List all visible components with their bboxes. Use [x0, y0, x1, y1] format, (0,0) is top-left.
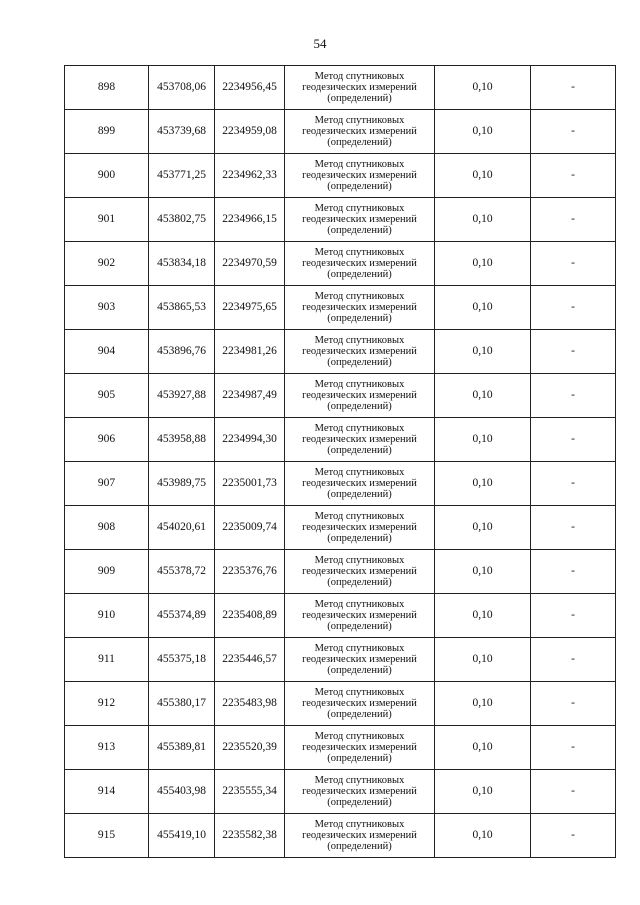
x-coordinate-cell: 453896,76 [149, 330, 215, 374]
method-line: (определений) [327, 401, 392, 412]
x-coordinate-cell: 453708,06 [149, 66, 215, 110]
method-line: геодезических измерений [302, 610, 417, 621]
x-coordinate-cell: 455375,18 [149, 638, 215, 682]
point-number-cell: 911 [65, 638, 149, 682]
table-row [65, 594, 616, 638]
method-line: (определений) [327, 753, 392, 764]
y-coordinate-cell: 2234981,26 [215, 330, 285, 374]
method-cell [285, 110, 435, 154]
method-line: (определений) [327, 137, 392, 148]
method-cell [285, 286, 435, 330]
note-cell: - [531, 154, 616, 198]
accuracy-cell: 0,10 [435, 462, 531, 506]
accuracy-cell: 0,10 [435, 154, 531, 198]
y-coordinate-cell: 2235009,74 [215, 506, 285, 550]
coordinates-table [64, 65, 616, 858]
table-row [65, 198, 616, 242]
method-line: геодезических измерений [302, 478, 417, 489]
method-line: Метод спутниковых [314, 115, 405, 126]
y-coordinate-cell: 2235408,89 [215, 594, 285, 638]
point-number-cell: 910 [65, 594, 149, 638]
table-row [65, 550, 616, 594]
method-line: Метод спутниковых [314, 819, 405, 830]
method-line: Метод спутниковых [314, 467, 405, 478]
method-line: геодезических измерений [302, 214, 417, 225]
x-coordinate-cell: 453771,25 [149, 154, 215, 198]
accuracy-cell: 0,10 [435, 66, 531, 110]
note-cell: - [531, 814, 616, 858]
method-line: Метод спутниковых [314, 731, 405, 742]
note-cell: - [531, 594, 616, 638]
method-line: Метод спутниковых [314, 511, 405, 522]
x-coordinate-cell: 453865,53 [149, 286, 215, 330]
method-line: (определений) [327, 709, 392, 720]
method-cell [285, 682, 435, 726]
method-cell [285, 462, 435, 506]
method-cell [285, 154, 435, 198]
x-coordinate-cell: 455403,98 [149, 770, 215, 814]
accuracy-cell: 0,10 [435, 682, 531, 726]
method-line: геодезических измерений [302, 126, 417, 137]
table-row [65, 638, 616, 682]
method-cell [285, 330, 435, 374]
accuracy-cell: 0,10 [435, 550, 531, 594]
note-cell: - [531, 374, 616, 418]
x-coordinate-cell: 455380,17 [149, 682, 215, 726]
method-line: (определений) [327, 313, 392, 324]
method-cell [285, 594, 435, 638]
table-row [65, 66, 616, 110]
accuracy-cell: 0,10 [435, 110, 531, 154]
point-number-cell: 914 [65, 770, 149, 814]
point-number-cell: 915 [65, 814, 149, 858]
x-coordinate-cell: 455389,81 [149, 726, 215, 770]
method-line: (определений) [327, 93, 392, 104]
method-line: геодезических измерений [302, 698, 417, 709]
accuracy-cell: 0,10 [435, 638, 531, 682]
method-line: (определений) [327, 269, 392, 280]
point-number-cell: 905 [65, 374, 149, 418]
x-coordinate-cell: 453802,75 [149, 198, 215, 242]
method-line: Метод спутниковых [314, 599, 405, 610]
point-number-cell: 909 [65, 550, 149, 594]
method-line: Метод спутниковых [314, 159, 405, 170]
y-coordinate-cell: 2234962,33 [215, 154, 285, 198]
table-row [65, 462, 616, 506]
point-number-cell: 903 [65, 286, 149, 330]
coordinates-table-body [65, 66, 616, 858]
y-coordinate-cell: 2234959,08 [215, 110, 285, 154]
method-line: Метод спутниковых [314, 643, 405, 654]
point-number-cell: 907 [65, 462, 149, 506]
accuracy-cell: 0,10 [435, 814, 531, 858]
point-number-cell: 906 [65, 418, 149, 462]
point-number-cell: 904 [65, 330, 149, 374]
y-coordinate-cell: 2235001,73 [215, 462, 285, 506]
method-line: геодезических измерений [302, 786, 417, 797]
method-line: Метод спутниковых [314, 71, 405, 82]
method-line: Метод спутниковых [314, 335, 405, 346]
method-cell [285, 242, 435, 286]
table-row [65, 374, 616, 418]
method-line: Метод спутниковых [314, 247, 405, 258]
table-row [65, 286, 616, 330]
point-number-cell: 902 [65, 242, 149, 286]
method-line: (определений) [327, 225, 392, 236]
note-cell: - [531, 198, 616, 242]
accuracy-cell: 0,10 [435, 594, 531, 638]
y-coordinate-cell: 2235446,57 [215, 638, 285, 682]
accuracy-cell: 0,10 [435, 726, 531, 770]
y-coordinate-cell: 2234970,59 [215, 242, 285, 286]
note-cell: - [531, 638, 616, 682]
x-coordinate-cell: 453739,68 [149, 110, 215, 154]
method-line: геодезических измерений [302, 302, 417, 313]
accuracy-cell: 0,10 [435, 418, 531, 462]
method-line: (определений) [327, 665, 392, 676]
method-line: геодезических измерений [302, 566, 417, 577]
point-number-cell: 900 [65, 154, 149, 198]
x-coordinate-cell: 453958,88 [149, 418, 215, 462]
accuracy-cell: 0,10 [435, 330, 531, 374]
y-coordinate-cell: 2234987,49 [215, 374, 285, 418]
y-coordinate-cell: 2235555,34 [215, 770, 285, 814]
method-line: геодезических измерений [302, 170, 417, 181]
point-number-cell: 913 [65, 726, 149, 770]
table-row [65, 726, 616, 770]
y-coordinate-cell: 2235582,38 [215, 814, 285, 858]
method-cell [285, 814, 435, 858]
note-cell: - [531, 242, 616, 286]
table-row [65, 418, 616, 462]
table-row [65, 814, 616, 858]
accuracy-cell: 0,10 [435, 198, 531, 242]
x-coordinate-cell: 453989,75 [149, 462, 215, 506]
x-coordinate-cell: 455419,10 [149, 814, 215, 858]
x-coordinate-cell: 454020,61 [149, 506, 215, 550]
point-number-cell: 899 [65, 110, 149, 154]
method-cell [285, 198, 435, 242]
method-line: геодезических измерений [302, 654, 417, 665]
table-row [65, 154, 616, 198]
method-line: Метод спутниковых [314, 379, 405, 390]
method-line: геодезических измерений [302, 346, 417, 357]
y-coordinate-cell: 2234966,15 [215, 198, 285, 242]
method-line: Метод спутниковых [314, 423, 405, 434]
note-cell: - [531, 726, 616, 770]
note-cell: - [531, 330, 616, 374]
method-cell [285, 550, 435, 594]
point-number-cell: 901 [65, 198, 149, 242]
method-cell [285, 770, 435, 814]
table-row [65, 682, 616, 726]
point-number-cell: 912 [65, 682, 149, 726]
x-coordinate-cell: 455374,89 [149, 594, 215, 638]
method-line: (определений) [327, 577, 392, 588]
page-number: 54 [313, 36, 327, 51]
method-line: (определений) [327, 489, 392, 500]
method-line: (определений) [327, 533, 392, 544]
method-cell [285, 506, 435, 550]
method-line: геодезических измерений [302, 434, 417, 445]
method-cell [285, 418, 435, 462]
note-cell: - [531, 462, 616, 506]
table-row [65, 242, 616, 286]
method-line: (определений) [327, 445, 392, 456]
x-coordinate-cell: 453834,18 [149, 242, 215, 286]
table-row [65, 330, 616, 374]
method-line: геодезических измерений [302, 830, 417, 841]
method-line: Метод спутниковых [314, 775, 405, 786]
method-line: (определений) [327, 621, 392, 632]
point-number-cell: 898 [65, 66, 149, 110]
note-cell: - [531, 770, 616, 814]
note-cell: - [531, 286, 616, 330]
method-line: геодезических измерений [302, 390, 417, 401]
method-line: геодезических измерений [302, 258, 417, 269]
method-cell [285, 66, 435, 110]
method-line: (определений) [327, 797, 392, 808]
note-cell: - [531, 66, 616, 110]
method-line: Метод спутниковых [314, 203, 405, 214]
x-coordinate-cell: 453927,88 [149, 374, 215, 418]
y-coordinate-cell: 2235483,98 [215, 682, 285, 726]
method-line: геодезических измерений [302, 742, 417, 753]
table-row [65, 770, 616, 814]
note-cell: - [531, 418, 616, 462]
accuracy-cell: 0,10 [435, 770, 531, 814]
note-cell: - [531, 550, 616, 594]
accuracy-cell: 0,10 [435, 374, 531, 418]
table-row [65, 506, 616, 550]
note-cell: - [531, 110, 616, 154]
method-cell [285, 374, 435, 418]
method-line: геодезических измерений [302, 522, 417, 533]
y-coordinate-cell: 2234975,65 [215, 286, 285, 330]
accuracy-cell: 0,10 [435, 286, 531, 330]
method-line: (определений) [327, 181, 392, 192]
method-line: (определений) [327, 841, 392, 852]
method-line: геодезических измерений [302, 82, 417, 93]
table-row [65, 110, 616, 154]
y-coordinate-cell: 2234994,30 [215, 418, 285, 462]
note-cell: - [531, 682, 616, 726]
note-cell: - [531, 506, 616, 550]
y-coordinate-cell: 2235376,76 [215, 550, 285, 594]
point-number-cell: 908 [65, 506, 149, 550]
accuracy-cell: 0,10 [435, 506, 531, 550]
method-line: (определений) [327, 357, 392, 368]
method-line: Метод спутниковых [314, 555, 405, 566]
y-coordinate-cell: 2235520,39 [215, 726, 285, 770]
method-line: Метод спутниковых [314, 687, 405, 698]
y-coordinate-cell: 2234956,45 [215, 66, 285, 110]
method-cell [285, 638, 435, 682]
accuracy-cell: 0,10 [435, 242, 531, 286]
method-cell [285, 726, 435, 770]
x-coordinate-cell: 455378,72 [149, 550, 215, 594]
method-line: Метод спутниковых [314, 291, 405, 302]
